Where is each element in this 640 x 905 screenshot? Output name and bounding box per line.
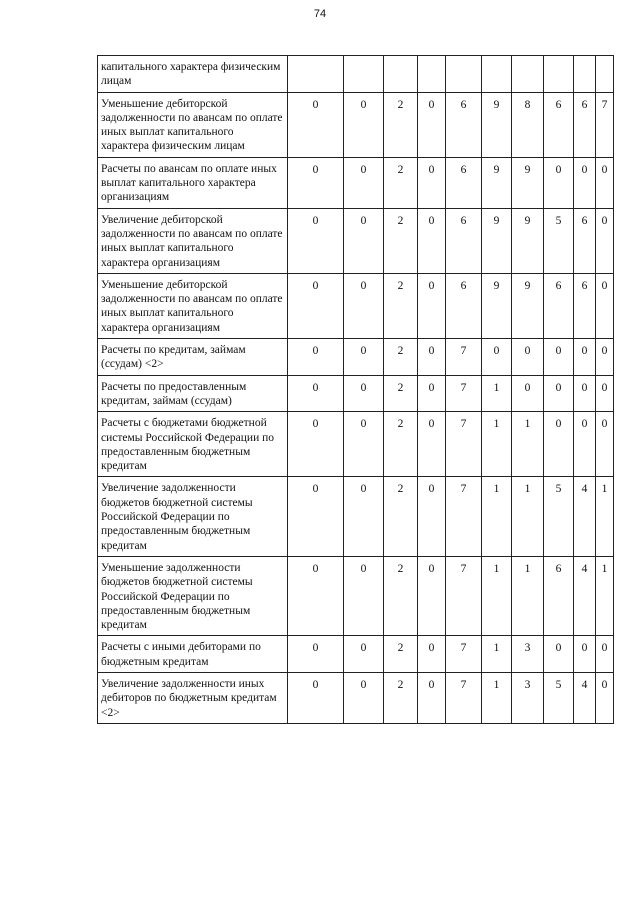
code-digit-cell: 6 xyxy=(544,92,574,157)
code-digit-cell: 0 xyxy=(596,375,614,412)
code-digit-cell: 6 xyxy=(544,556,574,635)
table-row xyxy=(98,339,614,376)
code-digit-cell: 3 xyxy=(512,672,544,723)
row-label: Уменьшение задолженности бюджетов бюджетной системы Российской Федерации по предоставленным бюджетным кредитам xyxy=(98,556,288,635)
code-digit-cell: 0 xyxy=(288,157,344,208)
code-digit-cell: 0 xyxy=(288,375,344,412)
code-digit-cell: 0 xyxy=(344,556,384,635)
code-digit-cell: 4 xyxy=(574,556,596,635)
code-digit-cell: 9 xyxy=(512,208,544,273)
row-label: Увеличение задолженности бюджетов бюджетной системы Российской Федерации по предоставленным бюджетным кредитам xyxy=(98,477,288,556)
code-digit-cell: 0 xyxy=(344,672,384,723)
table-row xyxy=(98,556,614,635)
code-digit-cell: 0 xyxy=(418,208,446,273)
code-digit-cell: 1 xyxy=(482,636,512,673)
code-digit-cell xyxy=(344,56,384,93)
code-digit-cell: 0 xyxy=(574,375,596,412)
code-digit-cell: 2 xyxy=(384,412,418,477)
code-digit-cell: 0 xyxy=(574,157,596,208)
code-digit-cell: 2 xyxy=(384,556,418,635)
code-digit-cell: 1 xyxy=(512,556,544,635)
code-digit-cell xyxy=(418,56,446,93)
code-digit-cell: 2 xyxy=(384,477,418,556)
code-digit-cell xyxy=(288,56,344,93)
code-digit-cell: 2 xyxy=(384,339,418,376)
row-label: Расчеты по предоставленным кредитам, займам (ссудам) xyxy=(98,375,288,412)
code-digit-cell: 9 xyxy=(482,208,512,273)
code-digit-cell: 0 xyxy=(288,477,344,556)
row-label: Расчеты по авансам по оплате иных выплат капитального характера организациям xyxy=(98,157,288,208)
code-digit-cell: 7 xyxy=(446,477,482,556)
code-digit-cell: 7 xyxy=(446,672,482,723)
code-digit-cell: 0 xyxy=(344,477,384,556)
code-digit-cell: 1 xyxy=(512,477,544,556)
code-digit-cell: 4 xyxy=(574,477,596,556)
code-digit-cell xyxy=(596,56,614,93)
row-label: Увеличение задолженности иных дебиторов по бюджетным кредитам <2> xyxy=(98,672,288,723)
code-digit-cell: 2 xyxy=(384,273,418,338)
row-label: Уменьшение дебиторской задолженности по авансам по оплате иных выплат капитального характера организациям xyxy=(98,273,288,338)
code-digit-cell: 6 xyxy=(574,273,596,338)
table-row xyxy=(98,672,614,723)
code-digit-cell: 5 xyxy=(544,208,574,273)
code-digit-cell: 0 xyxy=(596,636,614,673)
account-codes-table xyxy=(97,55,614,724)
code-digit-cell xyxy=(446,56,482,93)
code-digit-cell: 0 xyxy=(596,157,614,208)
code-digit-cell: 0 xyxy=(288,412,344,477)
code-digit-cell: 0 xyxy=(344,339,384,376)
code-digit-cell: 0 xyxy=(288,339,344,376)
code-digit-cell: 6 xyxy=(574,92,596,157)
row-label: Расчеты с бюджетами бюджетной системы Российской Федерации по предоставленным бюджетным кредитам xyxy=(98,412,288,477)
table-body xyxy=(98,56,614,724)
code-digit-cell: 5 xyxy=(544,477,574,556)
table-row xyxy=(98,208,614,273)
code-digit-cell: 0 xyxy=(418,375,446,412)
code-digit-cell: 9 xyxy=(482,92,512,157)
code-digit-cell: 1 xyxy=(482,477,512,556)
table-row xyxy=(98,412,614,477)
code-digit-cell xyxy=(544,56,574,93)
code-digit-cell: 0 xyxy=(512,339,544,376)
code-digit-cell: 7 xyxy=(446,375,482,412)
code-digit-cell: 0 xyxy=(596,339,614,376)
code-digit-cell: 6 xyxy=(446,92,482,157)
code-digit-cell: 0 xyxy=(574,636,596,673)
row-label: Расчеты по кредитам, займам (ссудам) <2> xyxy=(98,339,288,376)
code-digit-cell: 0 xyxy=(418,636,446,673)
table-row xyxy=(98,375,614,412)
code-digit-cell: 0 xyxy=(544,636,574,673)
code-digit-cell: 0 xyxy=(344,208,384,273)
row-label: Увеличение дебиторской задолженности по авансам по оплате иных выплат капитального характера организациям xyxy=(98,208,288,273)
code-digit-cell: 0 xyxy=(288,208,344,273)
table-row xyxy=(98,273,614,338)
row-label: Уменьшение дебиторской задолженности по авансам по оплате иных выплат капитального характера физическим лицам xyxy=(98,92,288,157)
code-digit-cell: 1 xyxy=(596,556,614,635)
code-digit-cell: 0 xyxy=(418,556,446,635)
code-digit-cell xyxy=(574,56,596,93)
code-digit-cell: 6 xyxy=(446,208,482,273)
code-digit-cell: 7 xyxy=(446,412,482,477)
code-digit-cell: 3 xyxy=(512,636,544,673)
page-number: 74 xyxy=(313,8,327,20)
code-digit-cell: 6 xyxy=(544,273,574,338)
code-digit-cell: 2 xyxy=(384,157,418,208)
code-digit-cell: 0 xyxy=(418,92,446,157)
code-digit-cell: 6 xyxy=(574,208,596,273)
code-digit-cell: 9 xyxy=(512,273,544,338)
code-digit-cell: 0 xyxy=(418,157,446,208)
code-digit-cell: 0 xyxy=(418,339,446,376)
code-digit-cell: 1 xyxy=(482,412,512,477)
code-digit-cell: 7 xyxy=(446,556,482,635)
code-digit-cell: 8 xyxy=(512,92,544,157)
code-digit-cell: 0 xyxy=(288,672,344,723)
table-row xyxy=(98,636,614,673)
code-digit-cell: 0 xyxy=(544,412,574,477)
table-row xyxy=(98,477,614,556)
code-digit-cell: 7 xyxy=(446,339,482,376)
code-digit-cell: 0 xyxy=(596,208,614,273)
code-digit-cell: 0 xyxy=(596,672,614,723)
table-row xyxy=(98,157,614,208)
code-digit-cell: 0 xyxy=(574,339,596,376)
code-digit-cell: 0 xyxy=(596,412,614,477)
code-digit-cell: 0 xyxy=(512,375,544,412)
code-digit-cell: 0 xyxy=(418,672,446,723)
code-digit-cell: 0 xyxy=(344,375,384,412)
code-digit-cell: 0 xyxy=(418,273,446,338)
code-digit-cell: 1 xyxy=(482,375,512,412)
row-label: Расчеты с иными дебиторами по бюджетным кредитам xyxy=(98,636,288,673)
code-digit-cell xyxy=(512,56,544,93)
row-label: капитального характера физическим лицам xyxy=(98,56,288,93)
code-digit-cell: 0 xyxy=(418,412,446,477)
code-digit-cell: 1 xyxy=(482,672,512,723)
code-digit-cell xyxy=(482,56,512,93)
table-row xyxy=(98,56,614,93)
code-digit-cell: 0 xyxy=(288,273,344,338)
code-digit-cell: 4 xyxy=(574,672,596,723)
code-digit-cell: 0 xyxy=(344,157,384,208)
code-digit-cell: 0 xyxy=(418,477,446,556)
code-digit-cell: 1 xyxy=(596,477,614,556)
code-digit-cell: 0 xyxy=(544,375,574,412)
code-digit-cell: 1 xyxy=(512,412,544,477)
code-digit-cell: 0 xyxy=(288,636,344,673)
code-digit-cell: 0 xyxy=(344,273,384,338)
code-digit-cell: 0 xyxy=(574,412,596,477)
code-digit-cell: 0 xyxy=(288,92,344,157)
code-digit-cell: 0 xyxy=(544,339,574,376)
code-digit-cell: 0 xyxy=(482,339,512,376)
code-digit-cell: 7 xyxy=(446,636,482,673)
table-row xyxy=(98,92,614,157)
code-digit-cell: 7 xyxy=(596,92,614,157)
code-digit-cell: 9 xyxy=(482,157,512,208)
code-digit-cell: 9 xyxy=(482,273,512,338)
code-digit-cell: 0 xyxy=(344,92,384,157)
code-digit-cell: 0 xyxy=(344,412,384,477)
code-digit-cell: 2 xyxy=(384,636,418,673)
code-digit-cell xyxy=(384,56,418,93)
code-digit-cell: 5 xyxy=(544,672,574,723)
code-digit-cell: 2 xyxy=(384,208,418,273)
code-digit-cell: 6 xyxy=(446,157,482,208)
code-digit-cell: 2 xyxy=(384,92,418,157)
code-digit-cell: 0 xyxy=(288,556,344,635)
code-digit-cell: 0 xyxy=(544,157,574,208)
code-digit-cell: 1 xyxy=(482,556,512,635)
code-digit-cell: 6 xyxy=(446,273,482,338)
code-digit-cell: 0 xyxy=(596,273,614,338)
code-digit-cell: 9 xyxy=(512,157,544,208)
code-digit-cell: 0 xyxy=(344,636,384,673)
code-digit-cell: 2 xyxy=(384,672,418,723)
code-digit-cell: 2 xyxy=(384,375,418,412)
